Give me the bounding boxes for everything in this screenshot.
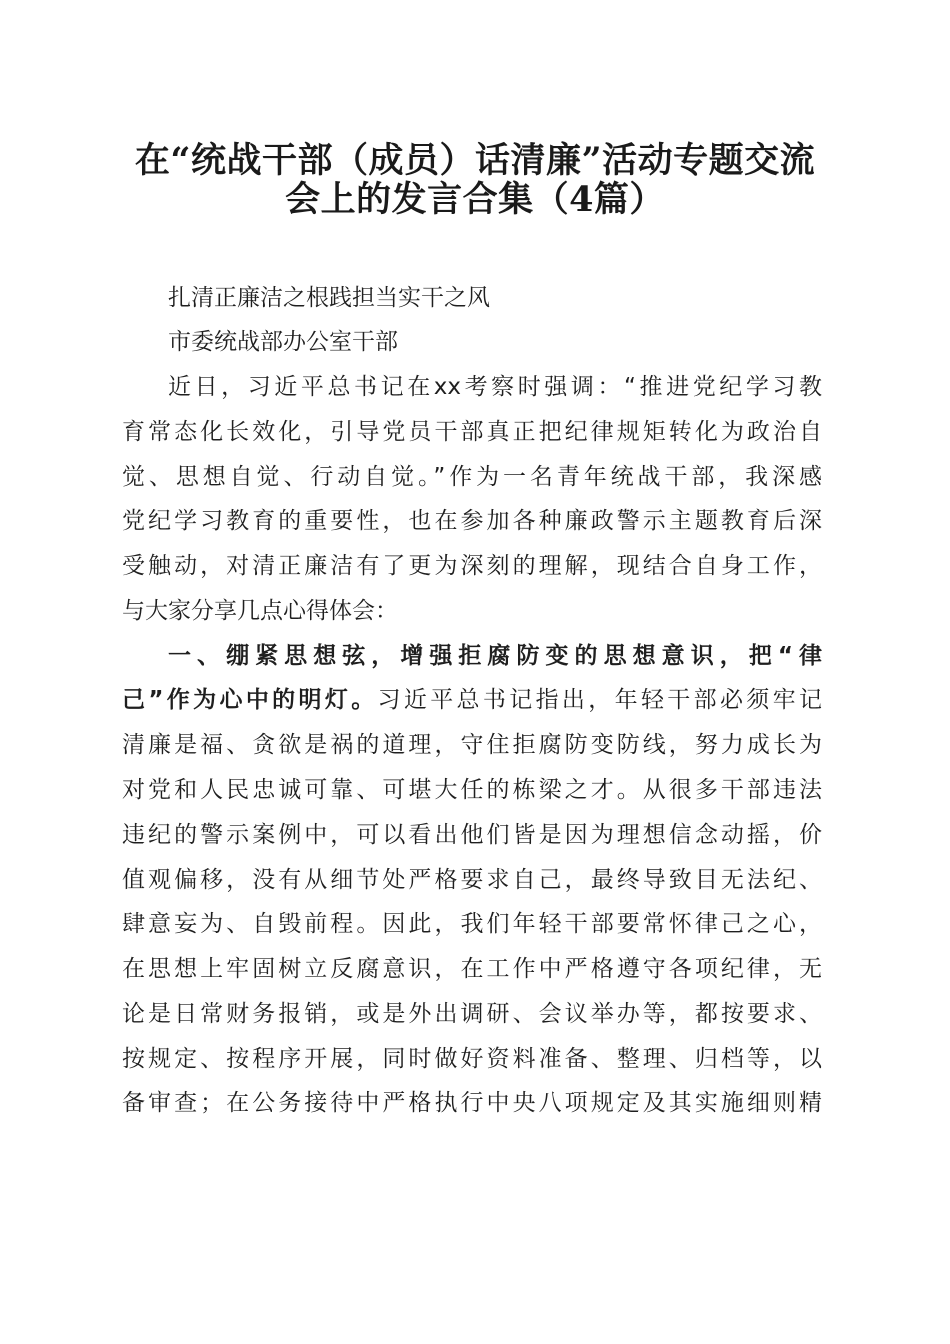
paragraph-1-line: 党纪学习教育的重要性，也在参加各种廉政警示主题教育后深 <box>122 508 822 534</box>
section-heading-1-continuation <box>122 683 822 717</box>
paragraph-1-line: 育常态化长效化，引导党员干部真正把纪律规矩转化为政治自 <box>122 419 822 445</box>
speech-author: 市委统战部办公室干部 <box>168 329 398 355</box>
speech-subtitle: 扎清正廉洁之根践担当实干之风 <box>168 285 490 311</box>
paragraph-2-line: 值观偏移，没有从细节处严格要求自己，最终导致目无法纪、 <box>122 867 822 893</box>
paragraph-2-line: 清廉是福、贪欲是祸的道理，守住拒腐防变防线，努力成长为 <box>122 732 822 758</box>
document-title-line-2: 会上的发言合集（4篇） <box>285 179 665 220</box>
paragraph-2-start: 习近平总书记指出，年轻干部必须牢记 <box>377 687 822 713</box>
paragraph-2-line: 肆意妄为、自毁前程。因此，我们年轻干部要常怀律己之心， <box>122 911 822 937</box>
paragraph-1-line: 受触动，对清正廉洁有了更为深刻的理解，现结合自身工作， <box>122 553 822 579</box>
paragraph-2-line: 对党和人民忠诚可靠、可堪大任的栋梁之才。从很多干部违法 <box>122 777 822 803</box>
paragraph-1-line: 近日，习近平总书记在xx考察时强调：“推进党纪学习教 <box>168 374 822 400</box>
paragraph-2-line: 违纪的警示案例中，可以看出他们皆是因为理想信念动摇，价 <box>122 822 822 848</box>
paragraph-2-line: 论是日常财务报销，或是外出调研、会议举办等，都按要求、 <box>122 1001 822 1027</box>
section-heading-1-end: 己”作为心中的明灯。 <box>122 687 378 713</box>
section-heading-1: 一、绷紧思想弦，增强拒腐防变的思想意识，把“律 <box>168 643 822 669</box>
paragraph-2-line: 在思想上牢固树立反腐意识，在工作中严格遵守各项纪律，无 <box>122 956 822 982</box>
paragraph-1-line: 与大家分享几点心得体会： <box>122 598 398 624</box>
paragraph-2-line: 备审查；在公务接待中严格执行中央八项规定及其实施细则精 <box>122 1090 822 1116</box>
paragraph-1-line: 觉、思想自觉、行动自觉。”作为一名青年统战干部，我深感 <box>122 464 822 490</box>
paragraph-2-line: 按规定、按程序开展，同时做好资料准备、整理、归档等，以 <box>122 1046 822 1072</box>
document-title-line-1: 在“统战干部（成员）话清廉”活动专题交流 <box>134 140 816 181</box>
